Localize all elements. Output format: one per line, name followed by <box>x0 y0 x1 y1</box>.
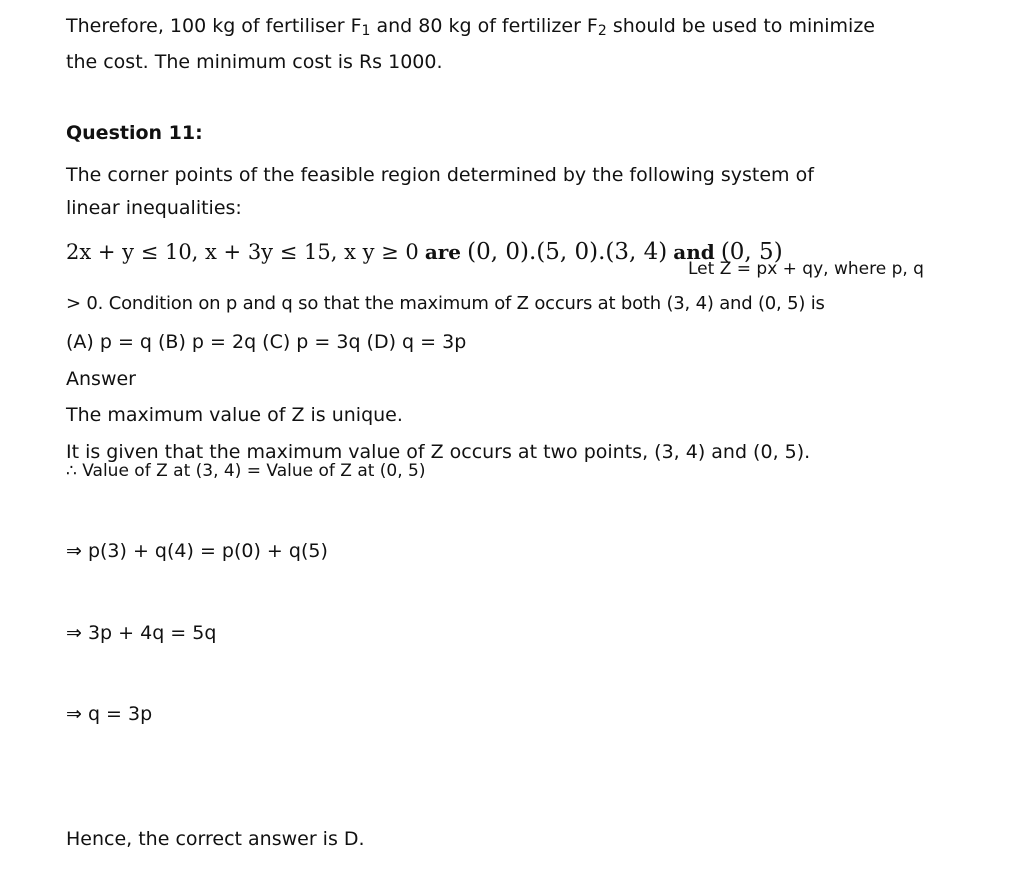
answer-label: Answer <box>66 368 136 390</box>
corner-point-3: (3, 4) <box>605 239 668 265</box>
let-z-text: Let Z = px + qy, where p, q <box>688 259 924 279</box>
subscript-2: 2 <box>597 23 607 39</box>
question-line-1: The corner points of the feasible region determined by the following system of <box>66 164 814 186</box>
are-word: are <box>424 240 462 264</box>
corner-point-1: (0, 0) <box>467 239 529 265</box>
question-line-2: linear inequalities: <box>66 197 242 219</box>
conclusion-line: Hence, the correct answer is D. <box>66 828 365 850</box>
solution-step-3: ⇒ q = 3p <box>66 703 153 725</box>
solution-step-2: ⇒ 3p + 4q = 5q <box>66 622 217 644</box>
condition-line: > 0. Condition on p and q so that the maximum of Z occurs at both (3, 4) and (0, 5) is <box>66 293 825 314</box>
answer-line-2: It is given that the maximum value of Z occurs at two points, (3, 4) and (0, 5). <box>66 441 811 463</box>
answer-line-3: ∴ Value of Z at (3, 4) = Value of Z at (0, 5) <box>66 461 426 481</box>
intro-text-part-1: Therefore, 100 kg of fertiliser F <box>66 15 362 37</box>
answer-line-1: The maximum value of Z is unique. <box>66 404 403 426</box>
intro-line-1 <box>66 17 875 38</box>
corner-point-2: (5, 0) <box>536 239 599 265</box>
options-line: (A) p = q (B) p = 2q (C) p = 3q (D) q = 3p <box>66 331 467 353</box>
intro-text-part-3: should be used to minimize <box>606 15 875 37</box>
subscript-1: 1 <box>361 23 371 39</box>
question-heading: Question 11: <box>66 122 203 144</box>
solution-step-1: ⇒ p(3) + q(4) = p(0) + q(5) <box>66 540 328 562</box>
corner-point-4: (0, 5) <box>720 239 783 265</box>
intro-text-part-2: and 80 kg of fertilizer F <box>370 15 598 37</box>
intro-line-2: the cost. The minimum cost is Rs 1000. <box>66 51 443 73</box>
math-expression-line: 2x + y ≤ 10, x + 3y ≤ 15, x y ≥ 0 are (0, 0).(5, 0).(3, 4) and (0, 5) <box>66 239 783 265</box>
inequalities: 2x + y ≤ 10, x + 3y ≤ 15, x y ≥ 0 <box>66 240 419 264</box>
and-word: and <box>673 240 715 264</box>
